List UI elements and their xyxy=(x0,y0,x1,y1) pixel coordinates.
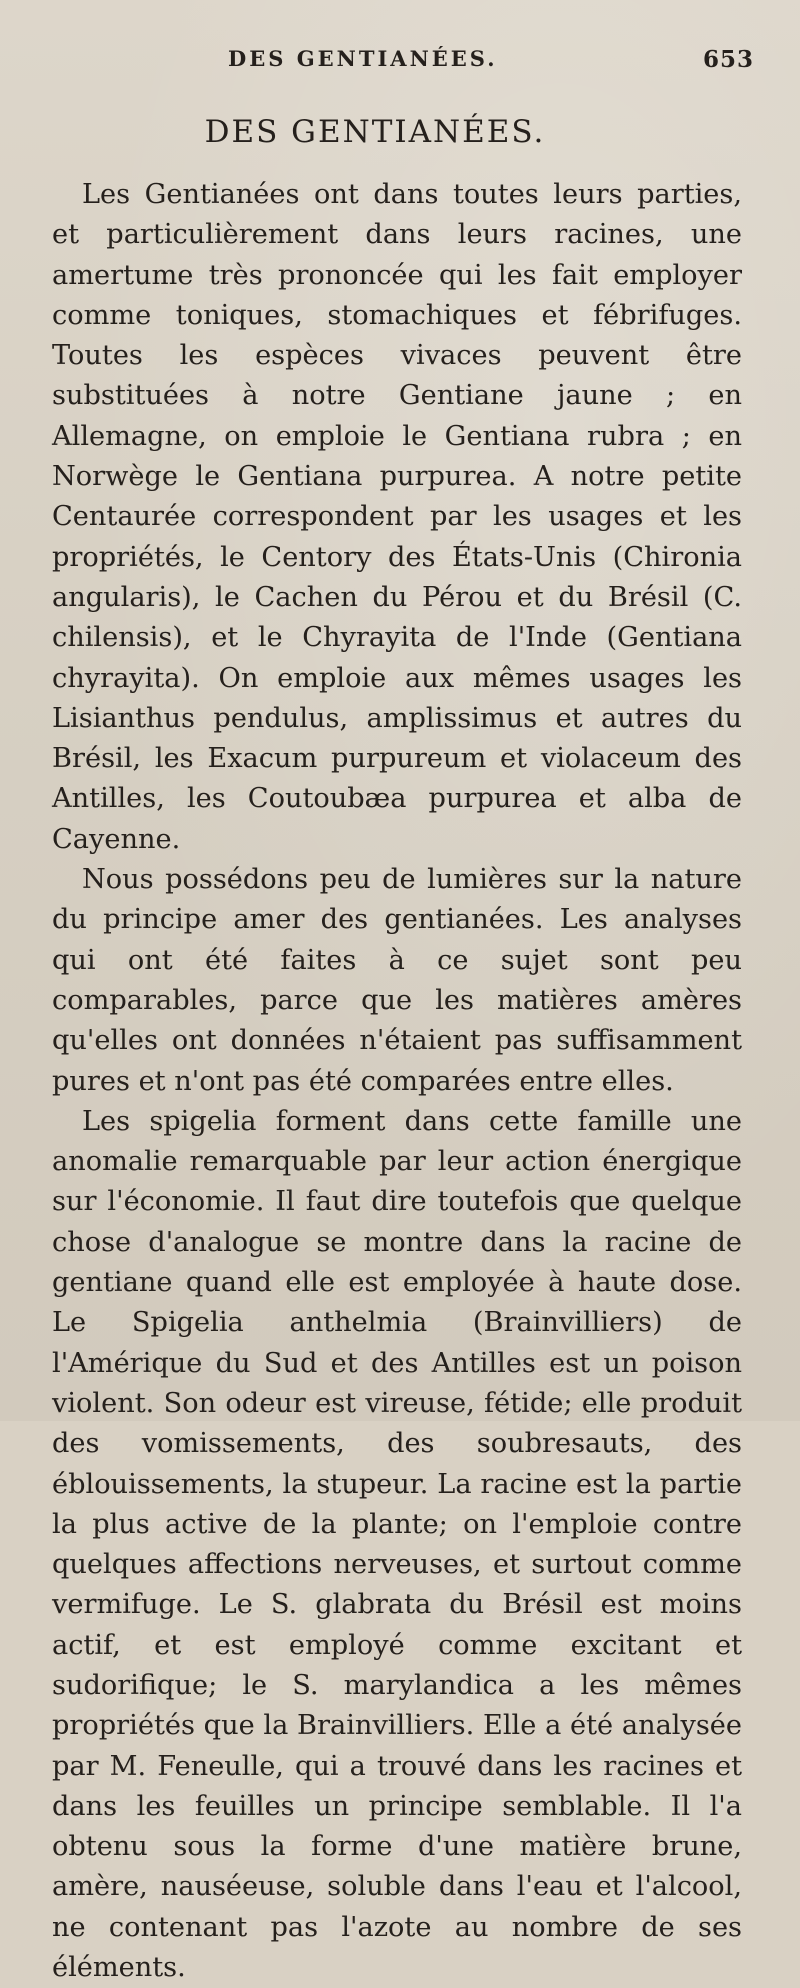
page-number: 653 xyxy=(702,46,754,73)
paragraph-gentianees-properties: Les Gentianées ont dans toutes leurs parties, et particulièrement dans leurs racines, une amertume très prononcée qui les fait employer comme toniques, stomachiques et fébrifuges. Toutes les espèces vivaces peuvent être substituées à notre Gentiane jaune ; en Allemagne, on emploie le Gentiana rubra ; en Norwège le Gentiana purpurea. A notre petite Centaurée correspondent par les usages et les propriétés, le Centory des États-Unis (Chironia angularis), le Cachen du Pérou et du Brésil (C. chilensis), et le Chyrayita de l'Inde (Gentiana chyrayita). On emploie aux mêmes usages les Lisianthus pendulus, amplissimus et autres du Brésil, les Exacum purpureum et violaceum des Antilles, les Coutoubæa purpurea et alba de Cayenne. xyxy=(52,179,742,855)
running-title: DES GENTIANÉES. xyxy=(228,46,498,71)
paragraph-bitter-principle: Nous possédons peu de lumières sur la nature du principe amer des gentianées. Les analyses qui ont été faites à ce sujet sont peu comparables, parce que les matières amères qu'elles ont données n'étaient pas suffisamment pures et n'ont pas été comparées entre elles. xyxy=(52,864,742,1097)
section-title: DES GENTIANÉES. xyxy=(204,114,546,150)
running-header xyxy=(0,46,800,76)
paragraph-spigelia: Les spigelia forment dans cette famille une anomalie remarquable par leur action énergique sur l'économie. Il faut dire toutefois que quelque chose d'analogue se montre dans la racine de gentiane quand elle est employée à haute dose. Le Spigelia anthelmia (Brainvilliers) de l'Amérique du Sud et des Antilles est un poison violent. Son odeur est vireuse, fétide; elle produit des vomissements, des soubresauts, des éblouissements, la stupeur. La racine est la partie la plus active de la plante; on l'emploie contre quelques affections nerveuses, et surtout comme vermifuge. Le S. glabrata du Brésil est moins actif, et est employé comme excitant et sudorifique; le S. marylandica a les mêmes propriétés que la Brainvilliers. Elle a été analysée par M. Feneulle, qui a trouvé dans les racines et dans les feuilles un principe semblable. Il l'a obtenu sous la forme d'une matière brune, amère, nauséeuse, soluble dans l'eau et l'alcool, ne contenant pas l'azote au nombre de ses éléments. xyxy=(52,1105,742,1984)
body-text xyxy=(52,175,742,1988)
